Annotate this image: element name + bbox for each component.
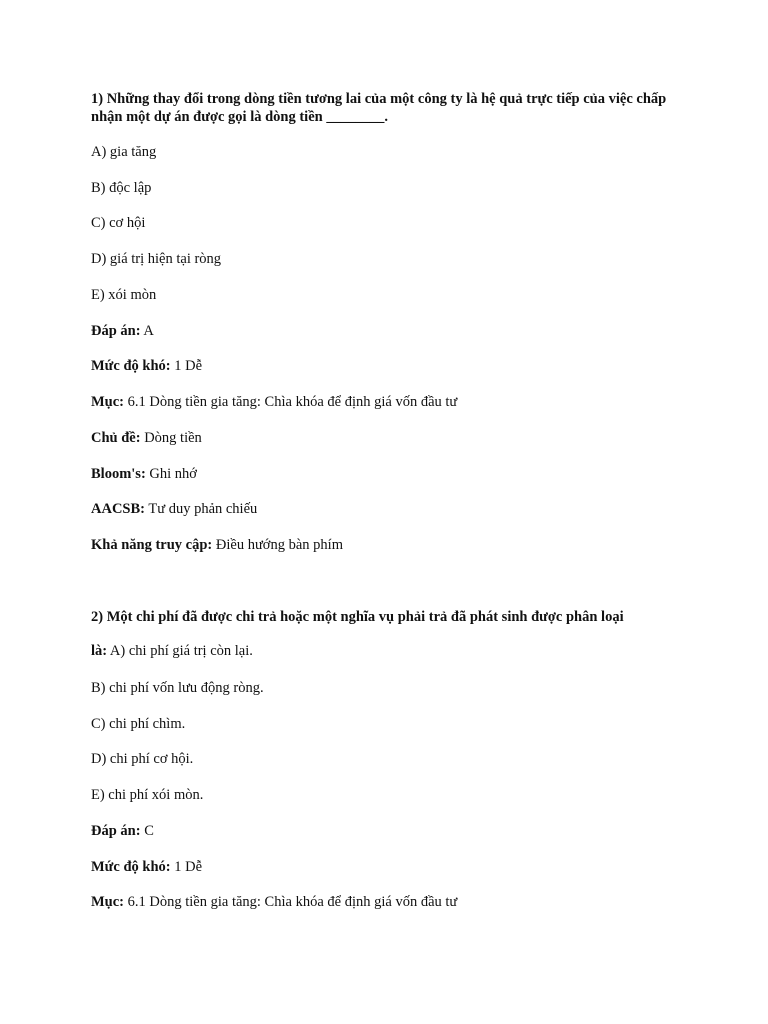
question-2-option-e: E) chi phí xói mòn. [91, 787, 204, 803]
question-1-title: 1) Những thay đổi trong dòng tiền tương lai của một công ty là hệ quả trực tiếp của việc chấp nhận một dự án được gọi là dòng tiền ________. [91, 91, 667, 125]
question-1-option-c: C) cơ hội [91, 215, 146, 231]
question-2-answer [91, 822, 154, 840]
section-value: 6.1 Dòng tiền gia tăng: Chìa khóa để định giá vốn đầu tư [124, 394, 458, 410]
question-1-topic [91, 429, 202, 447]
section-label: Mục: [91, 894, 125, 910]
aacsb-value: Tư duy phản chiếu [144, 501, 258, 517]
question-2-difficulty [91, 858, 202, 876]
aacsb-label: AACSB: [91, 501, 145, 517]
question-1-accessibility [91, 536, 343, 554]
answer-value: A [140, 323, 154, 339]
question-1-aacsb [91, 500, 257, 518]
answer-label: Đáp án: [91, 823, 141, 839]
blooms-label: Bloom's: [91, 466, 146, 482]
question-1-option-d: D) giá trị hiện tại ròng [91, 251, 222, 267]
question-1-option-a: A) gia tăng [91, 144, 157, 160]
question-2-title-cont-bold: là: [91, 643, 108, 659]
question-2-option-b: B) chi phí vốn lưu động ròng. [91, 680, 264, 696]
topic-value: Dòng tiền [140, 430, 202, 446]
blooms-value: Ghi nhớ [145, 466, 197, 482]
accessibility-value: Điều hướng bàn phím [212, 537, 343, 553]
accessibility-label: Khả năng truy cập: [91, 537, 213, 553]
question-1-difficulty [91, 357, 202, 375]
difficulty-value: 1 Dễ [170, 358, 203, 374]
question-2-option-c: C) chi phí chìm. [91, 716, 186, 732]
answer-value: C [140, 823, 154, 839]
question-1-option-b: B) độc lập [91, 180, 152, 196]
question-1-option-e: E) xói mòn [91, 287, 157, 303]
answer-label: Đáp án: [91, 323, 141, 339]
section-value: 6.1 Dòng tiền gia tăng: Chìa khóa để định giá vốn đầu tư [124, 894, 458, 910]
question-2-option-a: A) chi phí giá trị còn lại. [107, 643, 253, 659]
question-2-title: 2) Một chi phí đã được chi trả hoặc một nghĩa vụ phải trả đã phát sinh được phân loại [91, 609, 624, 625]
topic-label: Chủ đề: [91, 430, 141, 446]
question-2-title-cont [91, 642, 253, 660]
question-1-answer [91, 322, 154, 340]
difficulty-label: Mức độ khó: [91, 859, 171, 875]
question-1-section [91, 393, 457, 411]
question-2-option-d: D) chi phí cơ hội. [91, 751, 194, 767]
difficulty-label: Mức độ khó: [91, 358, 171, 374]
difficulty-value: 1 Dễ [170, 859, 203, 875]
question-2-section [91, 893, 457, 911]
section-label: Mục: [91, 394, 125, 410]
question-1-blooms [91, 465, 197, 483]
